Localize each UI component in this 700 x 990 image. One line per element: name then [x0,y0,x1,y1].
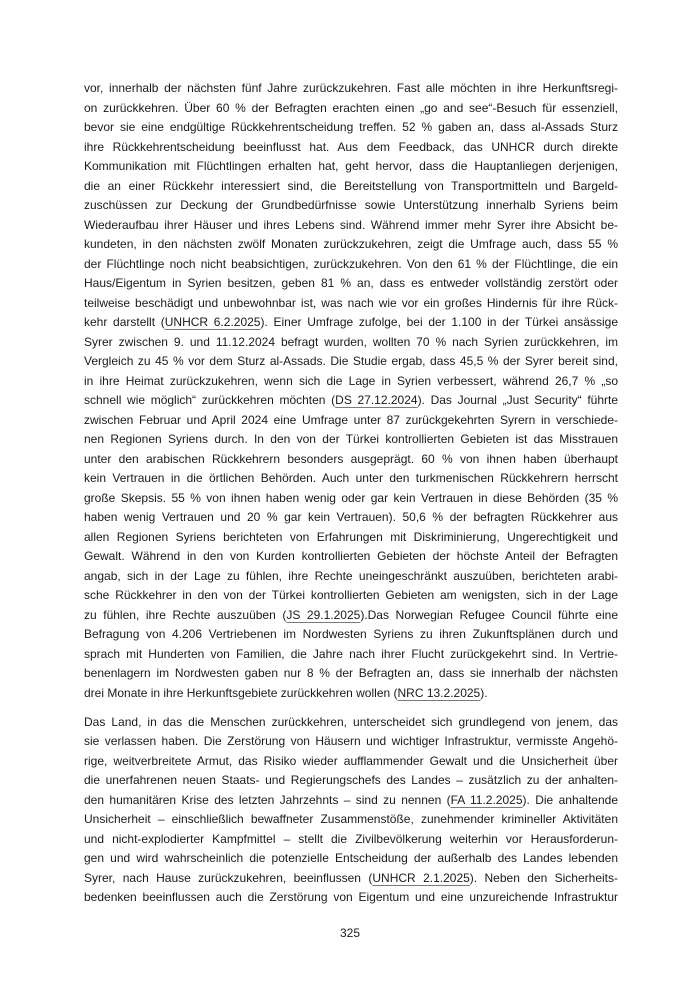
text-line [84,586,618,606]
text-line [84,645,618,665]
text-line [84,752,618,772]
text-segment: drei Monate in ihre Herkunftsgebiete zurückkehren wollen ( [84,685,398,700]
text-segment: kundeten, in den nächsten zwölf Monaten zurückzukehren, zeigt die Umfrage auch, dass 55 % [84,237,618,251]
text-segment: haben wenig Vertrauen und 20 % gar kein Vertrauen). 50,6 % der befragten Rückkehrer aus [84,510,618,524]
text-segment: ihre Rückkehrentscheidung beeinflusst hat. Aus dem Feedback, das UNHCR durch direkte [84,139,618,154]
text-line [84,508,618,528]
text-line [84,567,618,587]
citation-link[interactable]: FA 11.2.2025 [450,792,523,807]
text-line [84,79,618,99]
text-line [84,411,618,431]
citation-link[interactable]: UNHCR 6.2.2025 [164,315,261,329]
paragraph-2 [84,713,618,908]
text-segment: angab, sich in der Lage zu fühlen, ihre Rechte uneingeschränkt auszuüben, berichteten arabi- [84,568,618,583]
text-segment: schnell wie möglich“ zurückkehren möchten ( [84,393,336,407]
text-segment: kehr darstellt ( [84,315,165,329]
text-line [84,664,618,684]
text-line [84,333,618,353]
citation-link[interactable]: UNHCR 2.1.2025 [372,870,470,885]
text-segment: benenlagern im Nordwesten gaben nur 8 % der Befragten an, dass sie innerhalb der nächsten [84,666,618,680]
text-segment: on zurückkehren. Über 60 % der Befragten erachten einen „go and see“-Besuch für essenziell, [84,100,618,115]
text-line [84,391,618,411]
text-segment: große Skepsis. 55 % von ihnen haben wenig oder gar kein Vertrauen in diese Behörden (35 % [84,490,618,505]
text-segment: teilweise beschädigt und unbewohnbar ist, was nach wie vor ein großes Hindernis für ihre Rück- [84,295,618,310]
text-line [84,313,618,333]
text-segment: bevor sie eine endgültige Rückkehrentscheidung treffen. 52 % gaben an, dass al-Assads Sturz [84,120,618,134]
text-line [84,732,618,752]
text-line [84,177,618,197]
text-line [84,118,618,138]
text-segment: Gewalt. Während in den von Kurden kontrollierten Gebieten der höchste Anteil der Befragten [84,549,618,563]
text-segment: Syrer zwischen 9. und 11.12.2024 befragt wurden, wollten 70 % nach Syrien zurückkehren, im [84,334,618,349]
citation-link[interactable]: DS 27.12.2024 [335,393,418,407]
text-segment: unter den arabischen Rückkehrern besonders ausgeprägt. 60 % von ihnen haben überhaupt [84,451,618,466]
text-line [84,771,618,791]
text-segment: Unsicherheit – einschließlich bewaffneter Zusammenstöße, zunehmender krimineller Aktivitäten [84,812,618,827]
text-line [84,869,618,889]
text-line [84,274,618,294]
text-line [84,888,618,908]
text-segment: zwischen Februar und April 2024 eine Umfrage unter 87 zurückgekehrten Syrern in verschiede- [84,412,618,427]
text-line [84,450,618,470]
text-segment: kein Vertrauen in die örtlichen Behörden. Auch unter den turkmenischen Rückkehrern herrscht [84,471,618,485]
text-line [84,469,618,489]
text-segment: zuschüssen zur Deckung der Grundbedürfnisse sowie Unterstützung innerhalb Syriens beim [84,198,618,212]
text-segment: Haus/Eigentum in Syrien besitzen, geben 81 % an, dass es entweder vollständig zerstört oder [84,276,618,290]
citation-link[interactable]: JS 29.1.2025 [286,607,361,622]
text-segment: gen und wird wahrscheinlich die potenzielle Entscheidung der außerhalb des Landes lebenden [84,851,618,866]
text-segment: Befragung von 4.206 Vertriebenen im Nordwesten Syriens zu ihren Zukunftsplänen durch und [84,627,618,641]
text-line [84,791,618,811]
text-line [84,489,618,509]
text-block [84,79,618,918]
text-segment: Vergleich zu 45 % vor dem Sturz al-Assads. Die Studie ergab, dass 45,5 % der Syrer bereit sind, [84,354,618,368]
text-segment: ). Einer Umfrage zufolge, bei der 1.100 in der Türkei ansässige [260,315,618,329]
text-segment: rige, weitverbreitete Armut, das Risiko wieder aufflammender Gewalt und die Unsicherheit über [84,753,618,768]
text-segment: und nicht-explodierter Kampfmittel – stellt die Zivilbevölkerung weiterhin vor Herausforderun- [84,831,618,846]
text-line [84,294,618,314]
text-segment: vor, innerhalb der nächsten fünf Jahre zurückzukehren. Fast alle möchten in ihre Herkunftsregi- [84,81,618,95]
text-segment: sie verlassen haben. Die Zerstörung von Häusern und wichtiger Infrastruktur, vermisste Angehö- [84,734,618,749]
text-segment: ). Das Journal „Just Security“ führte [417,393,618,407]
text-line [84,606,618,626]
text-segment: ). Die anhaltende [522,792,618,807]
text-line [84,528,618,548]
text-line [84,235,618,255]
text-line [84,352,618,372]
text-segment: der Flüchtlinge noch nicht beabsichtigen, zurückzukehren. Von den 61 % der Flüchtlinge, die ein [84,256,618,271]
text-line [84,255,618,275]
paragraph-1 [84,79,618,703]
text-line [84,684,618,704]
text-line [84,157,618,177]
text-line [84,216,618,236]
text-segment: ). Neben den Sicherheits- [469,870,618,885]
text-segment: die an einer Rückkehr interessiert sind, die Bereitstellung von Transportmitteln und Bargeld- [84,178,618,193]
text-segment: Syrer, nach Hause zurückzukehren, beeinflussen ( [84,870,373,885]
text-line [84,372,618,392]
text-segment: allen Regionen Syriens berichteten von Erfahrungen mit Diskriminierung, Ungerechtigkeit und [84,529,618,544]
text-segment: den humanitären Krise des letzten Jahrzehnts – sind zu nennen ( [84,792,451,807]
text-line [84,625,618,645]
text-segment: Kommunikation mit Flüchtlingen erhalten hat, geht hervor, dass die Hauptanliegen derjenigen, [84,159,618,173]
text-segment: in ihre Heimat zurückzukehren, wenn sich die Lage in Syrien verbessert, während 26,7 % „so [84,373,618,388]
text-line [84,713,618,733]
text-line [84,830,618,850]
text-line [84,849,618,869]
text-line [84,99,618,119]
text-line [84,196,618,216]
text-line [84,430,618,450]
text-segment: sche Rückkehrer in den von der Türkei kontrollierten Gebieten am wenigsten, sich in der Lage [84,588,618,602]
text-line [84,810,618,830]
text-segment: bedenken beeinflussen auch die Zerstörung von Eigentum und eine unzureichende Infrastruktur [84,890,618,905]
text-segment: die unerfahrenen neuen Staats- und Regierungschefs des Landes – zusätzlich zu der anhalten- [84,773,618,788]
text-segment: Das Land, in das die Menschen zurückkehren, unterscheidet sich grundlegend von jenem, das [84,714,618,729]
text-segment: Wiederaufbau ihrer Häuser und ihres Lebens sind. Während immer mehr Syrer ihre Absicht be- [84,217,618,232]
text-segment: ).Das Norwegian Refugee Council führte eine [360,607,618,622]
citation-link[interactable]: NRC 13.2.2025 [397,685,481,700]
text-segment: nen Regionen Syriens durch. In den von der Türkei kontrollierten Gebieten ist das Misstrauen [84,432,618,446]
text-segment: ). [480,685,488,700]
text-segment: zu fühlen, ihre Rechte auszuüben ( [84,607,287,622]
text-line [84,138,618,158]
page-number: 325 [339,926,361,940]
text-line [84,547,618,567]
text-segment: sprach mit Hunderten von Familien, die Jahre nach ihrer Flucht zurückgekehrt sind. In Vertrie- [84,646,618,661]
